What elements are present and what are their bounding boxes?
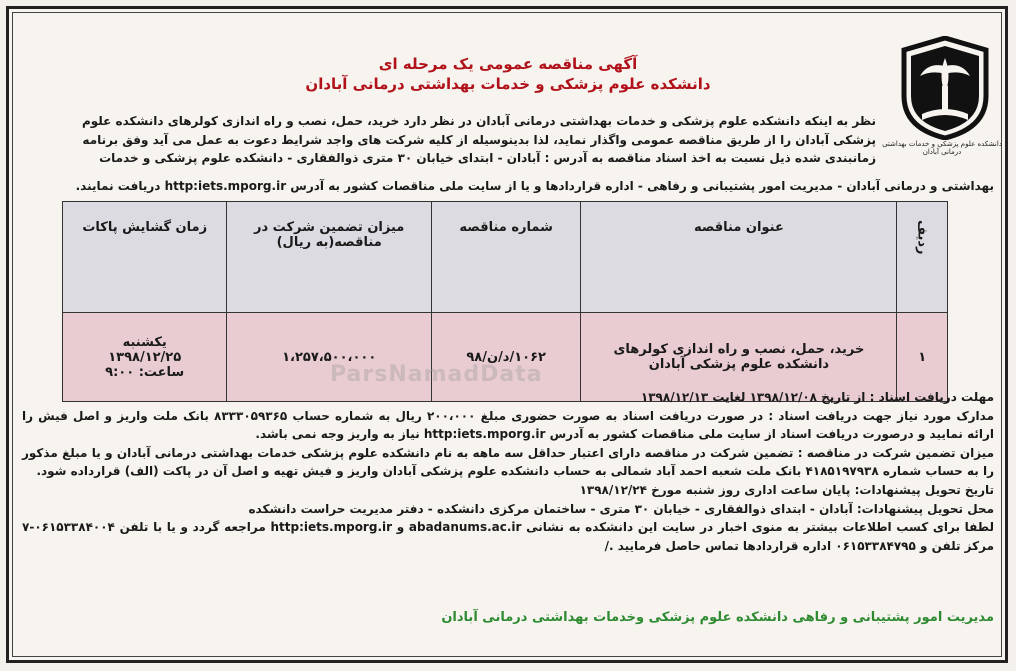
- required-documents: مدارک مورد نیاز جهت دریافت اسناد : در صورت دریافت اسناد به صورت حضوری مبلغ ۲۰۰،۰۰۰ ریال به شماره حساب ۸۳۳۳۰۵۹۳۶۵ بانک ملت واریز و اصل فیش را ارائه نمایید و درصورت دریافت اسناد از سایت ملی مناقصات کشور به آدرس http:iets.mporg.ir نیاز به واریز وجه نمی باشد.: [22, 408, 994, 442]
- logo-caption: دانشکده علوم پزشکی و خدمات بهداشتی درمانی آبادان: [882, 140, 1002, 156]
- submission-date: تاریخ تحویل پیشنهادات: پایان ساعت اداری روز شنبه مورخ ۱۳۹۸/۱۲/۲۴: [579, 482, 994, 497]
- opening-day: یکشنبه: [122, 334, 167, 350]
- university-logo: [900, 36, 990, 140]
- intro-line: پزشکی آبادان را از طریق مناقصه عمومی واگذار نماید، لذا بدینوسیله از کلیه شرکت های واجد شرایط دعوت به عمل می آید وفق برنامه: [82, 132, 876, 147]
- table-header-row: [63, 202, 948, 313]
- header-row-number: ردیف: [897, 202, 948, 313]
- footer-signature: مدیریت امور پشتیبانی و رفاهی دانشکده علوم پزشکی وخدمات بهداشتی درمانی آبادان: [441, 610, 994, 625]
- header-opening-time: زمان گشایش پاکات: [63, 202, 227, 313]
- header-guarantee: میزان تضمین شرکت در مناقصه(به ریال): [227, 202, 432, 313]
- intro-paragraph: [22, 112, 876, 168]
- document-deadline: مهلت دریافت اسناد : از تاریخ ۱۳۹۸/۱۲/۰۸ لغایت ۱۳۹۸/۱۲/۱۳: [640, 390, 994, 404]
- cell-tender-number: ۱۰۶۲/د/ن/۹۸: [431, 313, 580, 402]
- cell-guarantee: ۱،۲۵۷،۵۰۰،۰۰۰: [227, 313, 432, 402]
- header-tender-number: شماره مناقصه: [431, 202, 580, 313]
- intro-line: زمانبندی شده ذیل نسبت به اخذ اسناد مناقصه به آدرس : آبادان - ابتدای خیابان ۳۰ متری ذوالفقاری - دانشکده علوم پزشکی و خدمات: [99, 151, 876, 165]
- details-section: [22, 388, 994, 555]
- contact-info: لطفا برای کسب اطلاعات بیشتر به منوی اخبار در سایت این دانشکده به نشانی abadanums.ac.ir و http:iets.mporg.ir مراجعه گردد و یا با تلفن ۰۶۱۵۳۳۸۴۰۰۴-۷ مرکز تلفن و ۰۶۱۵۳۳۸۴۷۹۵ اداره قراردادها تماس حاصل فرمایید ./: [22, 520, 994, 553]
- cell-row-number: ۱: [897, 313, 948, 402]
- notice-subtitle: دانشکده علوم پزشکی و خدمات بهداشتی درمانی آبادان: [305, 75, 711, 93]
- intro-line: بهداشتی و درمانی آبادان - مدیریت امور پشتیبانی و رفاهی - اداره قراردادها و یا از سایت ملی مناقصات کشور به آدرس http:iets.mporg.ir دریافت نمایند.: [75, 179, 994, 193]
- watermark: ParsNamadData: [330, 362, 543, 387]
- intro-line: نظر به اینکه دانشکده علوم پزشکی و خدمات بهداشتی درمانی آبادان در نظر دارد خرید، حمل، نصب و راه اندازی کولرهای دانشکده علوم: [81, 114, 876, 128]
- intro-paragraph-end: [22, 177, 994, 196]
- notice-titles: [180, 54, 836, 94]
- opening-date: ۱۳۹۸/۱۲/۲۵: [108, 349, 182, 365]
- opening-time: ساعت: ۹:۰۰: [105, 364, 185, 380]
- header-tender-title: عنوان مناقصه: [581, 202, 897, 313]
- submission-location: محل تحویل پیشنهادات: آبادان - ابتدای ذوالفقاری - خیابان ۳۰ متری - ساختمان مرکزی دانشکده - دفتر مدیریت حراست دانشکده: [248, 501, 994, 516]
- cell-tender-title: خرید، حمل، نصب و راه اندازی کولرهای دانشکده علوم پزشکی آبادان: [581, 313, 897, 402]
- guarantee-details: میزان تضمین شرکت در مناقصه : تضمین شرکت در مناقصه دارای اعتبار حداقل سه ماهه به نام دانشکده علوم پزشکی خدمات بهداشتی درمانی آبادان و یا مبلغ مذکور را به حساب شماره ۴۱۸۵۱۹۷۹۳۸ بانک ملت شعبه احمد آباد شمالی به حساب دانشکده علوم پزشکی آبادان واریز و فیش تهیه و اصل آن در پاکت (الف) قرارداده شود.: [22, 445, 994, 479]
- notice-title: آگهی مناقصه عمومی یک مرحله ای: [378, 55, 638, 73]
